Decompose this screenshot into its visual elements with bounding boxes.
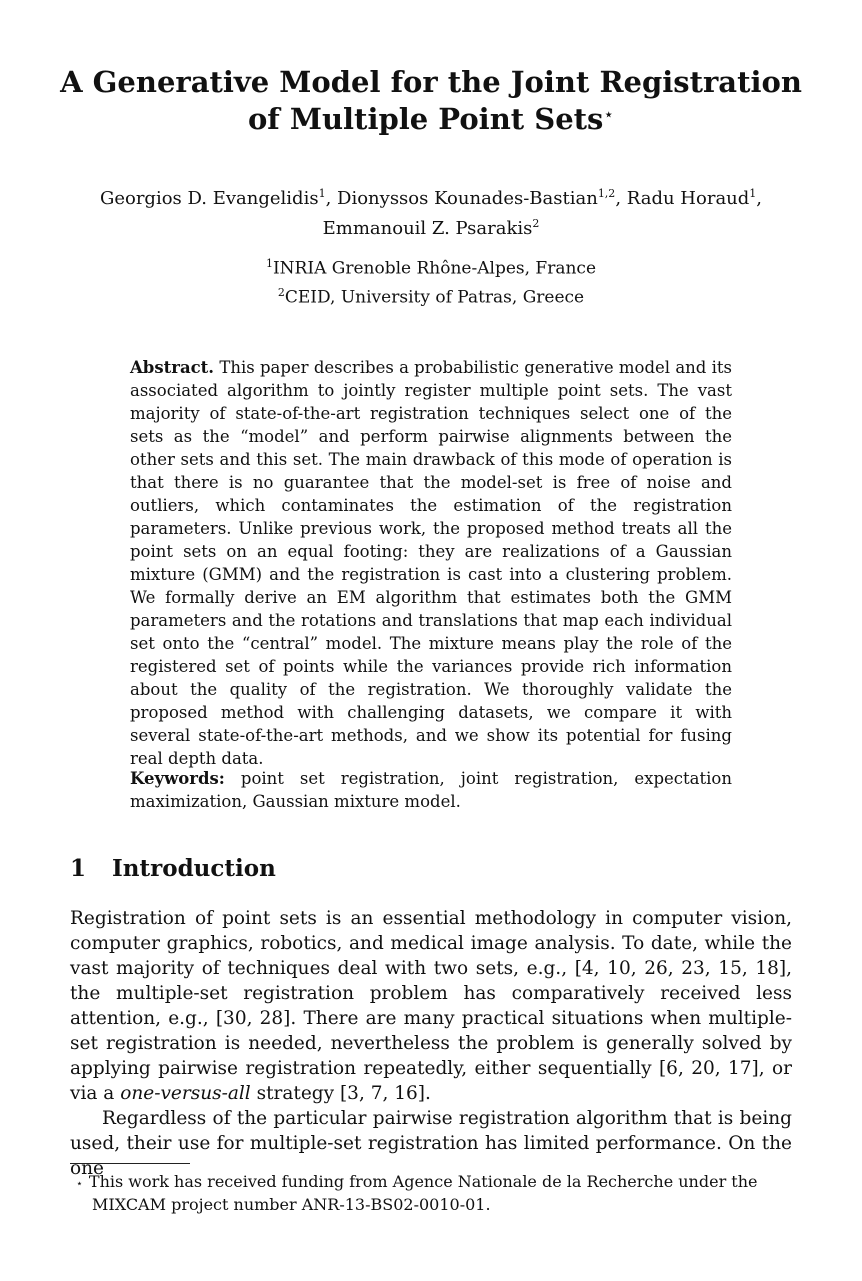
paragraph-text: strategy [3, 7, 16]. bbox=[250, 1083, 431, 1104]
author-affiliation-mark: 1 bbox=[318, 187, 326, 200]
author-affiliation-mark: 1 bbox=[749, 187, 757, 200]
author-separator: , bbox=[615, 188, 627, 209]
paper-title bbox=[40, 64, 822, 138]
footnote-text: This work has received funding from Agence Nationale de la Recherche under the bbox=[88, 1172, 758, 1191]
affiliation bbox=[60, 281, 802, 310]
footnote-rule bbox=[70, 1163, 190, 1164]
abstract-text: This paper describes a probabilistic generative model and its associated algorithm to jointly register multiple point sets. The vast majority of state-of-the-art registration techniques select one of the sets as the “model” and perform pairwise alignments between the other sets and this set. The main drawback of this mode of operation is that there is no guarantee that the model-set is free of noise and outliers, which contaminates the estimation of the registration parameters. Unlike previous work, the proposed method treats all the point sets on an equal footing: they are realizations of a Gaussian mixture (GMM) and the registration is cast into a clustering problem. We formally derive an EM algorithm that estimates both the GMM parameters and the rotations and translations that map each individual set onto the “central” model. The mixture means play the role of the registered set of points while the variances provide rich information about the quality of the registration. We thoroughly validate the proposed method with challenging datasets, we compare it with several state-of-the-art methods, and we show its potential for fusing real depth data. bbox=[130, 358, 732, 768]
paragraph-text: Regardless of the particular pairwise registration algorithm that is being used, their use for multiple-set registration has limited performance. On the one bbox=[70, 1108, 792, 1179]
section-number: 1 bbox=[70, 855, 87, 882]
affiliation bbox=[60, 252, 802, 281]
author-separator: , bbox=[756, 188, 763, 209]
author-name: Radu Horaud bbox=[626, 188, 750, 209]
keywords bbox=[130, 767, 732, 813]
footnote bbox=[70, 1170, 792, 1216]
affiliation-number: 2 bbox=[277, 285, 285, 299]
author-name: Dionyssos Kounades-Bastian bbox=[337, 188, 598, 209]
paragraph bbox=[70, 906, 792, 1106]
keywords-text: point set registration, joint registration, expectation maximization, Gaussian mixture model. bbox=[130, 769, 732, 811]
author-affiliation-mark: 1,2 bbox=[597, 187, 616, 200]
author-name: Georgios D. Evangelidis bbox=[99, 188, 319, 209]
author-list bbox=[60, 181, 802, 241]
author-name: Emmanouil Z. Psarakis bbox=[322, 218, 533, 239]
keywords-label: Keywords: bbox=[130, 769, 225, 788]
footnote-mark: ⋆ bbox=[76, 1177, 83, 1190]
affiliation-text: INRIA Grenoble Rhône-Alpes, France bbox=[272, 258, 597, 279]
author-separator: , bbox=[325, 188, 338, 209]
section-heading bbox=[70, 854, 792, 884]
emphasis-text: one-versus-all bbox=[120, 1083, 251, 1104]
body-text bbox=[70, 906, 792, 1181]
title-line-1: A Generative Model for the Joint Registration bbox=[60, 65, 802, 99]
affiliation-number: 1 bbox=[265, 257, 273, 270]
title-footnote-mark: ⋆ bbox=[603, 105, 615, 125]
section-title: Introduction bbox=[112, 855, 276, 882]
title-line-2: of Multiple Point Sets bbox=[247, 102, 604, 136]
affiliation-list bbox=[60, 252, 802, 309]
affiliation-text: CEID, University of Patras, Greece bbox=[284, 287, 585, 308]
author-affiliation-mark: 2 bbox=[532, 217, 540, 230]
abstract-label: Abstract. bbox=[130, 358, 215, 377]
footnote-text: MIXCAM project number ANR-13-BS02-0010-01. bbox=[92, 1195, 491, 1214]
paragraph-text: Registration of point sets is an essential methodology in computer vision, computer graphics, robotics, and medical image analysis. To date, while the vast majority of techniques deal with two sets, e.g., [4, 10, 26, 23, 15, 18], the multiple-set registration problem has comparatively received less attention, e.g., [30, 28]. There are many practical situations when multiple-set registration is needed, nevertheless the problem is generally solved by applying pairwise registration repeatedly, either sequentially [6, 20, 17], or via a bbox=[70, 908, 792, 1104]
abstract bbox=[130, 356, 732, 770]
